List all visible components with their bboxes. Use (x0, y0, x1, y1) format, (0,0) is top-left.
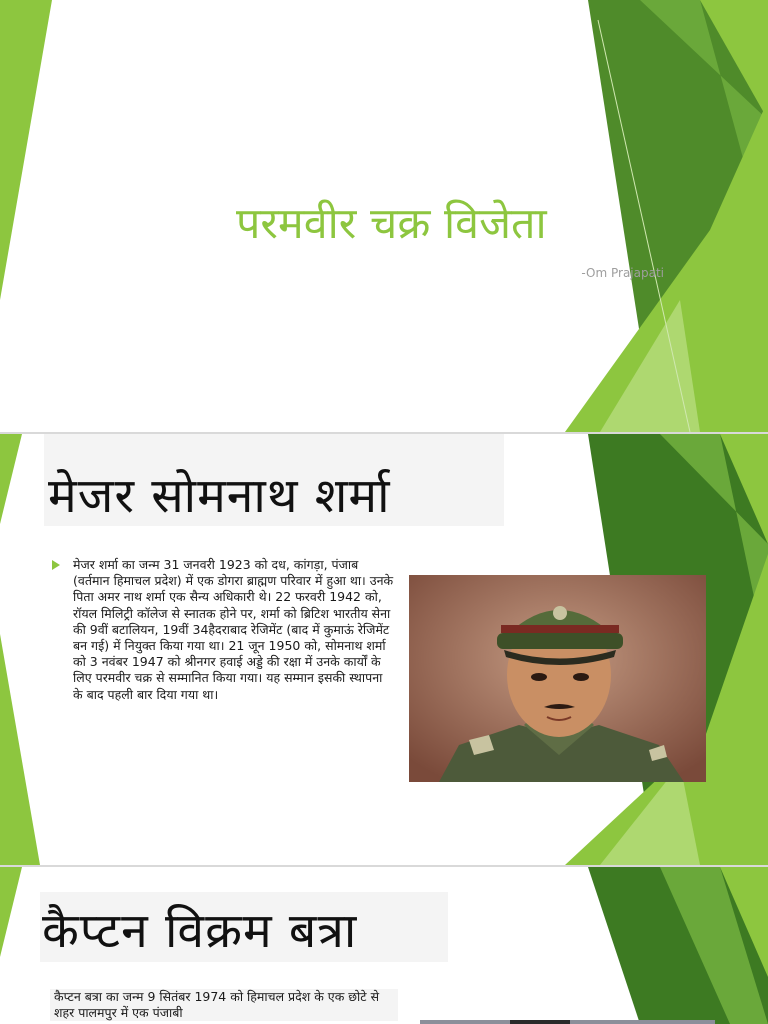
left-bottom-strip (0, 634, 40, 865)
presentation-title: परमवीर चक्र विजेता (236, 199, 547, 249)
soldier-portrait-image (420, 1017, 715, 1024)
slide-somnath-sharma (0, 434, 768, 865)
left-top-strip (0, 434, 22, 524)
slide-heading: मेजर सोमनाथ शर्मा (48, 468, 391, 524)
portrait-top-edge (420, 1020, 715, 1024)
author-name: -Om Prajapati (581, 266, 664, 280)
slide-title (0, 0, 768, 432)
biography-text: कैप्टन बत्रा का जन्म 9 सितंबर 1974 को हिमाचल प्रदेश के एक छोटे से शहर पालमपुर में एक पंजाबी (50, 989, 398, 1021)
left-green-strip (0, 0, 52, 300)
soldier-portrait-image (409, 575, 706, 782)
portrait-illustration (409, 575, 706, 782)
bullet-arrow-icon (52, 560, 60, 570)
slide-heading: कैप्टन विक्रम बत्रा (42, 903, 358, 959)
left-top-strip (0, 867, 22, 957)
slide-vikram-batra (0, 867, 768, 1024)
biography-text: मेजर शर्मा का जन्म 31 जनवरी 1923 को दध, कांगड़ा, पंजाब (वर्तमान हिमाचल प्रदेश) में एक डोगरा ब्राह्मण परिवार में हुआ था। उनके पिता अमर नाथ शर्मा एक सैन्य अधिकारी थे। 22 फरवरी 1942 को, रॉयल मिलिट्री कॉलेज से स्नातक होने पर, शर्मा को ब्रिटिश भारतीय सेना की 9वीं बटालियन, 19वीं 34हैदराबाद रेजिमेंट (बाद में कुमाऊं रेजिमेंट बन गई) में नियुक्त किया गया था। 21 जून 1950 को, सोमनाथ शर्मा को 3 नवंबर 1947 को श्रीनगर हवाई अड्डे की रक्षा में उनके कार्यों के लिए परमवीर चक्र से सम्मानित किया गया। यह सम्मान इसकी स्थापना के बाद पहली बार दिया गया था। (73, 557, 394, 702)
